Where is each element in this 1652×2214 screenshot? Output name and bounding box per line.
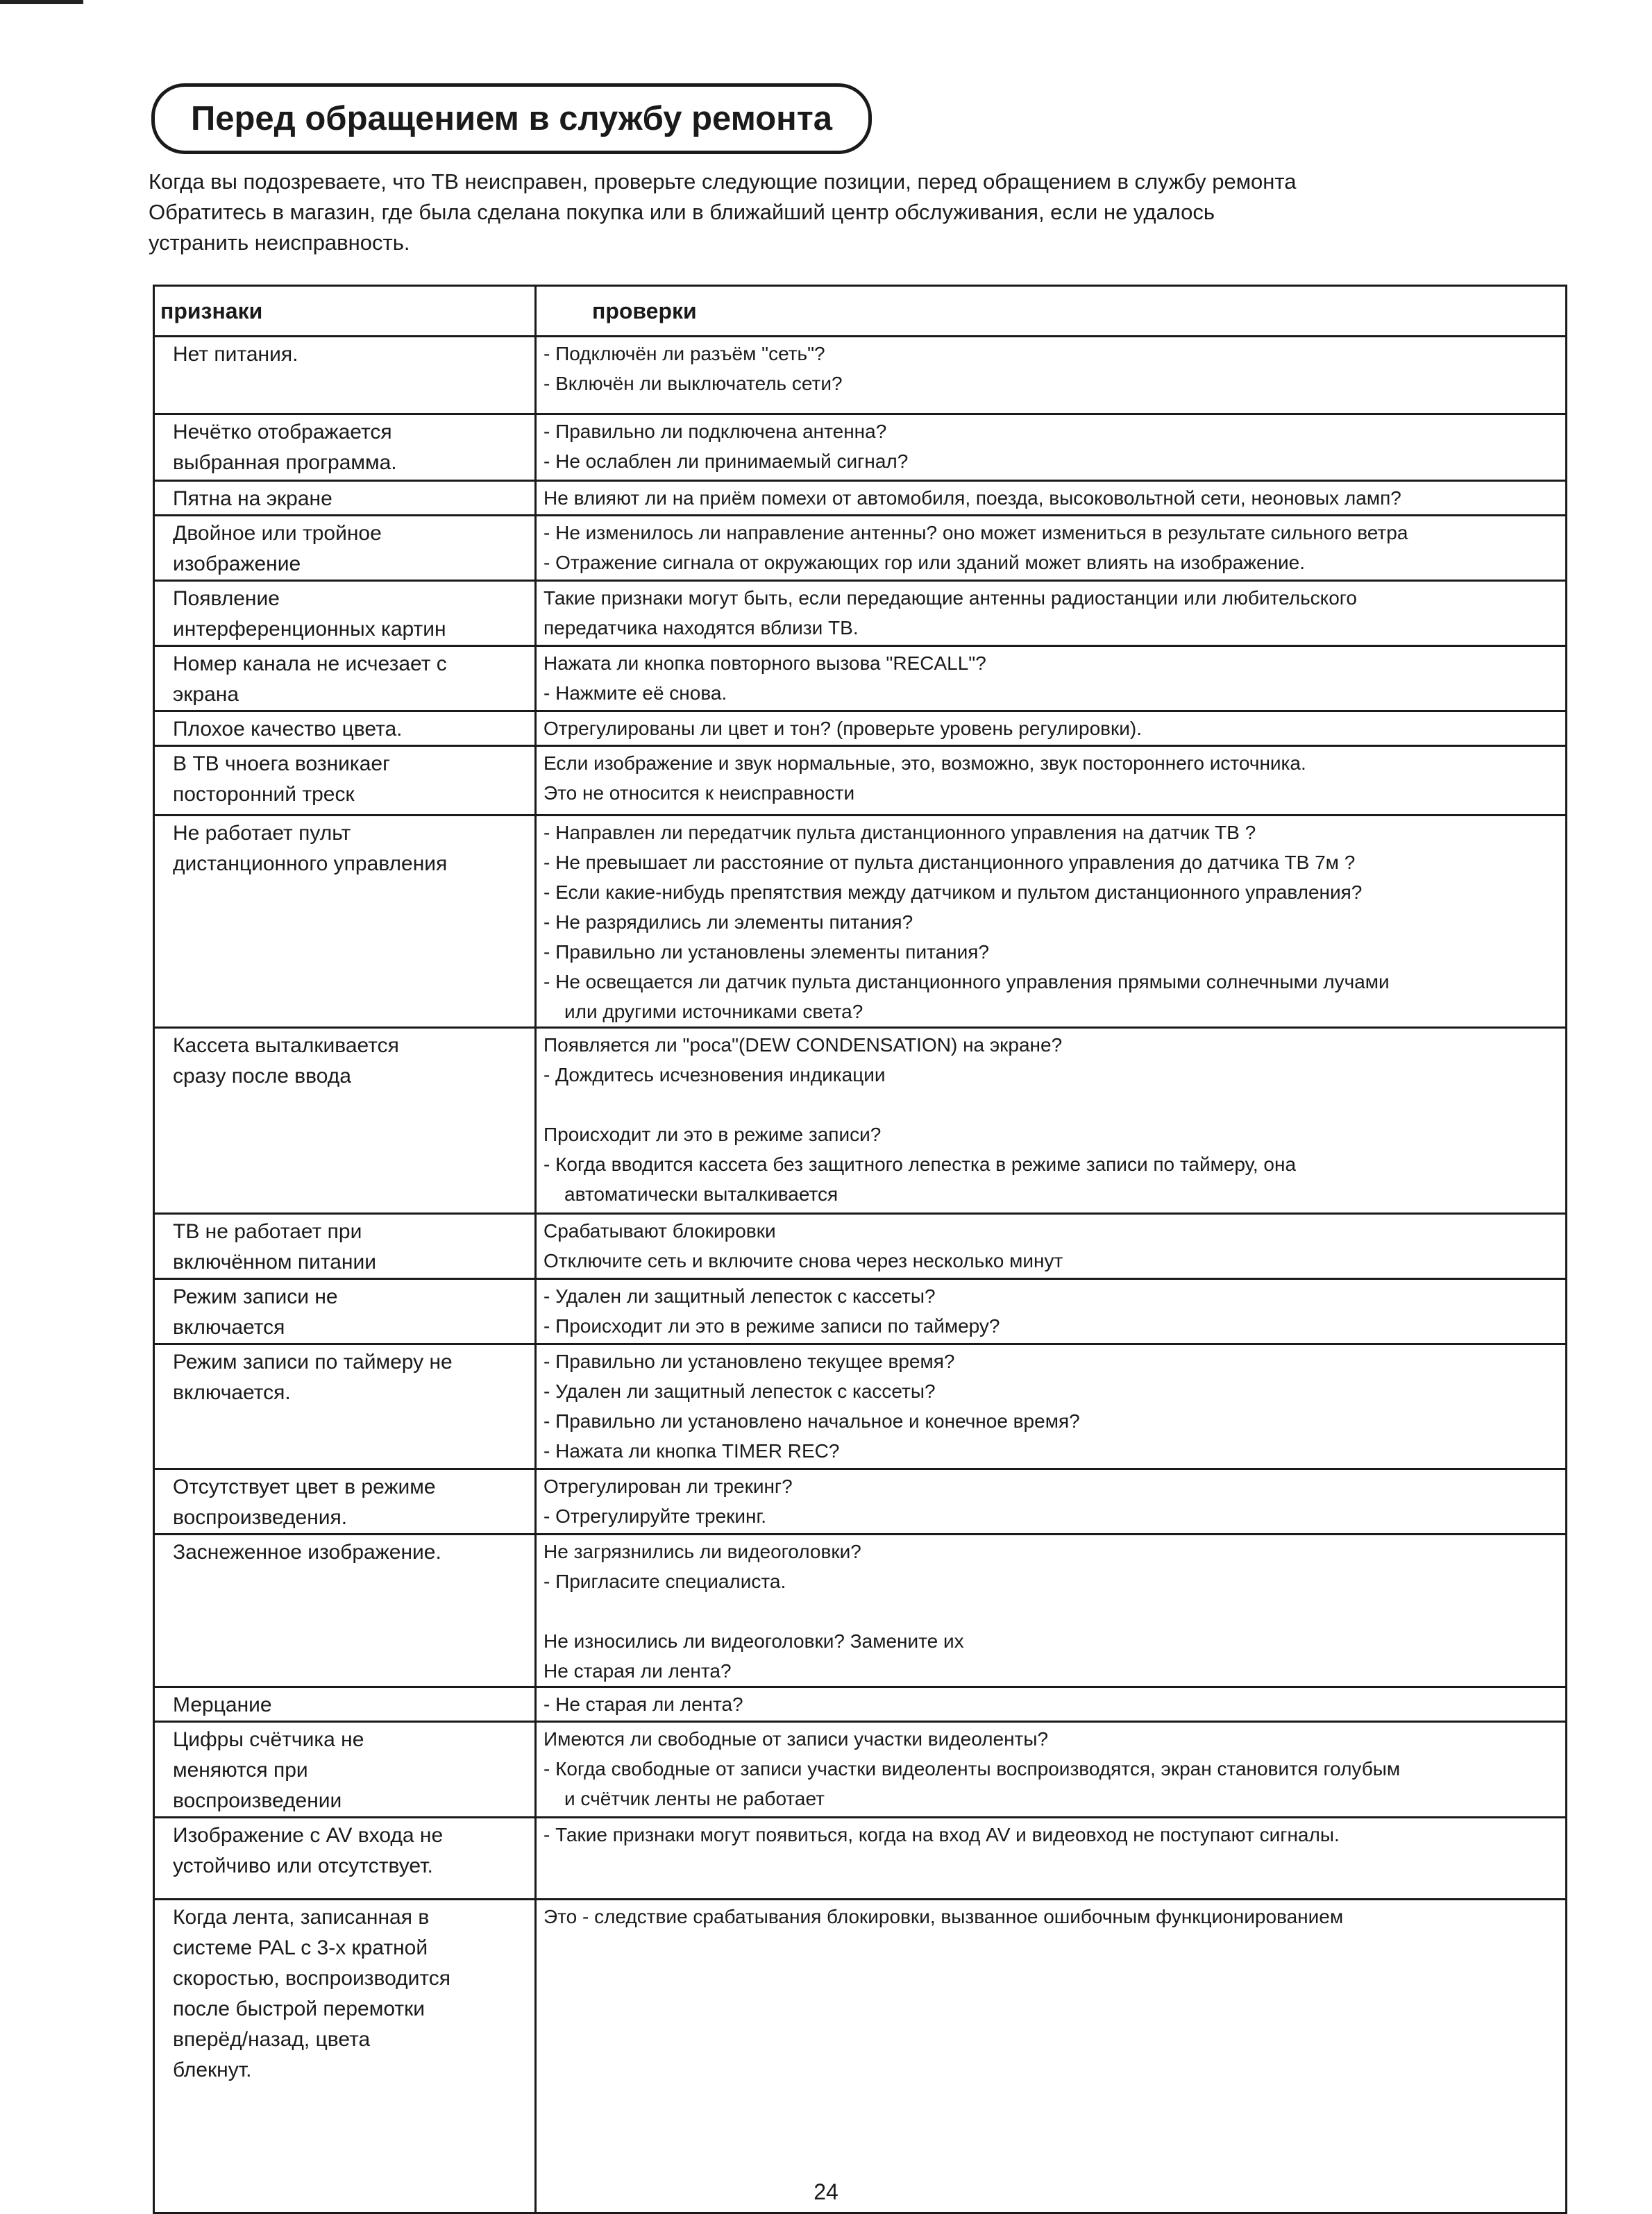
check-text: - Не изменилось ли направление антенны? оно может измениться в результате сильного ветра [543,522,1408,543]
check-text: Это не относится к неисправности [543,782,855,804]
symptom-text: блекнут. [173,2059,252,2081]
symptom-text: включается [173,1316,285,1339]
check-text: Отключите сеть и включите снова через несколько минут [543,1250,1063,1271]
check-cell [536,1279,1567,1344]
symptom-text: Кассета выталкивается [173,1034,399,1057]
table-row [154,1279,1567,1344]
table-row [154,516,1567,581]
troubleshooting-table [153,285,1567,2214]
check-text: - Когда вводится кассета без защитного лепестка в режиме записи по таймеру, она [543,1154,1297,1175]
check-text: Срабатывают блокировки [543,1220,776,1242]
check-text: - Происходит ли это в режиме записи по таймеру? [543,1315,1000,1337]
check-text: и счётчик ленты не работает [564,1788,825,1809]
table-row [154,1535,1567,1687]
symptom-cell [154,1279,536,1344]
symptom-text: экрана [173,683,239,706]
table-row [154,1469,1567,1535]
check-cell [536,337,1567,414]
check-text: передатчика находятся вблизи ТВ. [543,617,859,639]
table-row [154,1722,1567,1818]
check-cell [536,1469,1567,1535]
check-text: - Отрегулируйте трекинг. [543,1505,767,1527]
table-row [154,711,1567,746]
symptom-text: ТВ не работает при [173,1220,362,1243]
table-row [154,1900,1567,2213]
intro-line: устранить неисправность. [149,230,410,255]
check-cell [536,1535,1567,1687]
check-cell [536,481,1567,516]
check-text: - Правильно ли установлено начальное и конечное время? [543,1410,1080,1432]
symptom-text: Не работает пульт [173,822,351,845]
check-text: - Правильно ли установлены элементы питания? [543,941,990,963]
check-text: Имеются ли свободные от записи участки видеоленты? [543,1728,1049,1750]
symptom-cell [154,1469,536,1535]
symptom-cell [154,581,536,646]
symptom-text: интерференционных картин [173,618,446,641]
symptom-text: Цифры счётчика не [173,1728,364,1751]
page-title-text: Перед обращением в службу ремонта [191,100,832,137]
symptom-text: воспроизведении [173,1789,342,1812]
check-cell [536,1344,1567,1469]
check-cell [536,1214,1567,1279]
symptom-cell [154,414,536,481]
header-symptoms: признаки [154,286,536,337]
symptom-cell [154,1214,536,1279]
check-text: Происходит ли это в режиме записи? [543,1124,882,1145]
symptom-text: включается. [173,1381,291,1404]
symptom-cell [154,711,536,746]
check-text: - Пригласите специалиста. [543,1571,786,1592]
check-text: Не влияют ли на приём помехи от автомобиля, поезда, высоковольтной сети, неоновых ламп? [543,487,1401,509]
check-text: или другими источниками света? [564,1001,863,1022]
table-row [154,1214,1567,1279]
symptom-text: Двойное или тройное [173,522,382,545]
symptom-text: Когда лента, записанная в [173,1906,430,1929]
symptom-text: дистанционного управления [173,852,448,875]
symptom-cell [154,1687,536,1722]
scan-edge-mark [0,0,83,4]
symptom-text: Плохое качество цвета. [173,718,403,741]
check-text: - Удален ли защитный лепесток с кассеты? [543,1285,936,1307]
check-cell [536,711,1567,746]
check-text: - Включён ли выключатель сети? [543,373,843,394]
check-text: автоматически выталкивается [564,1183,838,1205]
table-header-row [154,286,1567,337]
symptom-text: В ТВ чноега возникаег [173,752,391,775]
symptom-text: Пятна на экране [173,487,332,510]
check-text: Нажата ли кнопка повторного вызова "RECALL"? [543,652,986,674]
symptom-text: воспроизведения. [173,1506,348,1529]
check-text [543,1596,1558,1626]
symptom-text: скоростью, воспроизводится [173,1967,451,1990]
symptom-cell [154,746,536,816]
check-text: - Не освещается ли датчик пульта дистанционного управления прямыми солнечными лучами [543,971,1390,992]
check-text: - Нажата ли кнопка TIMER REC? [543,1440,840,1462]
symptom-cell [154,481,536,516]
check-text: Не износились ли видеоголовки? Замените их [543,1630,964,1652]
table-row [154,481,1567,516]
check-text: Не загрязнились ли видеоголовки? [543,1541,861,1562]
check-text: - Дождитесь исчезновения индикации [543,1064,886,1085]
symptom-cell [154,516,536,581]
symptom-cell [154,1900,536,2213]
symptom-cell [154,646,536,711]
symptom-text: Режим записи по таймеру не [173,1351,453,1374]
symptom-text: Заснеженное изображение. [173,1541,441,1564]
check-text: - Такие признаки могут появиться, когда на вход AV и видеовход не поступают сигналы. [543,1824,1340,1845]
table-row [154,414,1567,481]
symptom-text: Режим записи не [173,1285,338,1308]
symptom-text: устойчиво или отсутствует. [173,1854,433,1877]
check-cell [536,1818,1567,1900]
table-row [154,1687,1567,1722]
table-row [154,337,1567,414]
check-text: - Не превышает ли расстояние от пульта дистанционного управления до датчика ТВ 7м ? [543,852,1356,873]
symptom-text: Нет питания. [173,343,298,366]
check-text: - Правильно ли подключена антенна? [543,421,887,442]
check-text: Появляется ли "роса"(DEW CONDENSATION) на экране? [543,1034,1063,1056]
intro-line: Когда вы подозреваете, что ТВ неисправен, проверьте следующие позиции, перед обращением в службу ремонта [149,169,1297,194]
symptom-text: посторонний треск [173,783,355,806]
symptom-cell [154,1344,536,1469]
check-cell [536,1900,1567,2213]
check-text: - Не старая ли лента? [543,1693,743,1715]
table-row [154,1818,1567,1900]
symptom-text: Отсутствует цвет в режиме [173,1476,436,1498]
intro-paragraph [149,167,1571,258]
symptom-text: Номер канала не исчезает с [173,652,447,675]
symptom-text: системе PAL с 3-х кратной [173,1936,428,1959]
check-text: - Не разрядились ли элементы питания? [543,911,913,933]
symptom-text: изображение [173,552,301,575]
check-cell [536,414,1567,481]
header-checks: проверки [536,286,1567,337]
check-text: - Удален ли защитный лепесток с кассеты? [543,1380,936,1402]
symptom-text: выбранная программа. [173,451,397,474]
check-text: Отрегулирован ли трекинг? [543,1476,793,1497]
check-text: - Когда свободные от записи участки видеоленты воспроизводятся, экран становится голубым [543,1758,1401,1780]
check-text [543,1090,1558,1119]
table-row [154,1028,1567,1214]
check-text: Это - следствие срабатывания блокировки, вызванное ошибочным функционированием [543,1906,1344,1927]
check-text: Не старая ли лента? [543,1660,732,1682]
check-text: - Нажмите её снова. [543,682,727,704]
symptom-text: включённом питании [173,1251,377,1274]
check-cell [536,516,1567,581]
table-row [154,1344,1567,1469]
check-cell [536,646,1567,711]
check-cell [536,1722,1567,1818]
check-cell [536,746,1567,816]
check-cell [536,816,1567,1028]
check-text: - Подключён ли разъём "сеть"? [543,343,825,364]
intro-line: Обратитесь в магазин, где была сделана покупка или в ближайший центр обслуживания, если не удалось [149,200,1215,224]
page-number: 24 [814,2179,838,2204]
check-text: - Не ослаблен ли принимаемый сигнал? [543,450,909,472]
table-row [154,746,1567,816]
symptom-cell [154,1818,536,1900]
symptom-text: сразу после ввода [173,1065,351,1088]
check-text: - Отражение сигнала от окружающих гор или зданий может влиять на изображение. [543,552,1306,573]
check-cell [536,581,1567,646]
table-row [154,646,1567,711]
symptom-cell [154,1028,536,1214]
check-cell [536,1687,1567,1722]
symptom-cell [154,1722,536,1818]
symptom-text: Появление [173,587,280,610]
symptom-cell [154,1535,536,1687]
check-text: - Правильно ли установлено текущее время? [543,1351,955,1372]
symptom-text: меняются при [173,1759,308,1782]
symptom-text: Нечётко отображается [173,421,392,443]
symptom-cell [154,337,536,414]
symptom-text: после быстрой перемотки [173,1997,425,2020]
check-text: Если изображение и звук нормальные, это, возможно, звук постороннего источника. [543,752,1306,774]
check-cell [536,1028,1567,1214]
symptom-cell [154,816,536,1028]
symptom-text: Изображение с AV входа не [173,1824,444,1847]
symptom-text: вперёд/назад, цвета [173,2028,371,2051]
check-text: - Если какие-нибудь препятствия между датчиком и пультом дистанционного управления? [543,881,1363,903]
symptom-text: Мерцание [173,1693,272,1716]
check-text: Отрегулированы ли цвет и тон? (проверьте уровень регулировки). [543,718,1143,739]
check-text: - Направлен ли передатчик пульта дистанционного управления на датчик ТВ ? [543,822,1256,843]
page-title [151,83,872,154]
check-text: Такие признаки могут быть, если передающие антенны радиостанции или любительского [543,587,1357,609]
table-row [154,816,1567,1028]
table-row [154,581,1567,646]
